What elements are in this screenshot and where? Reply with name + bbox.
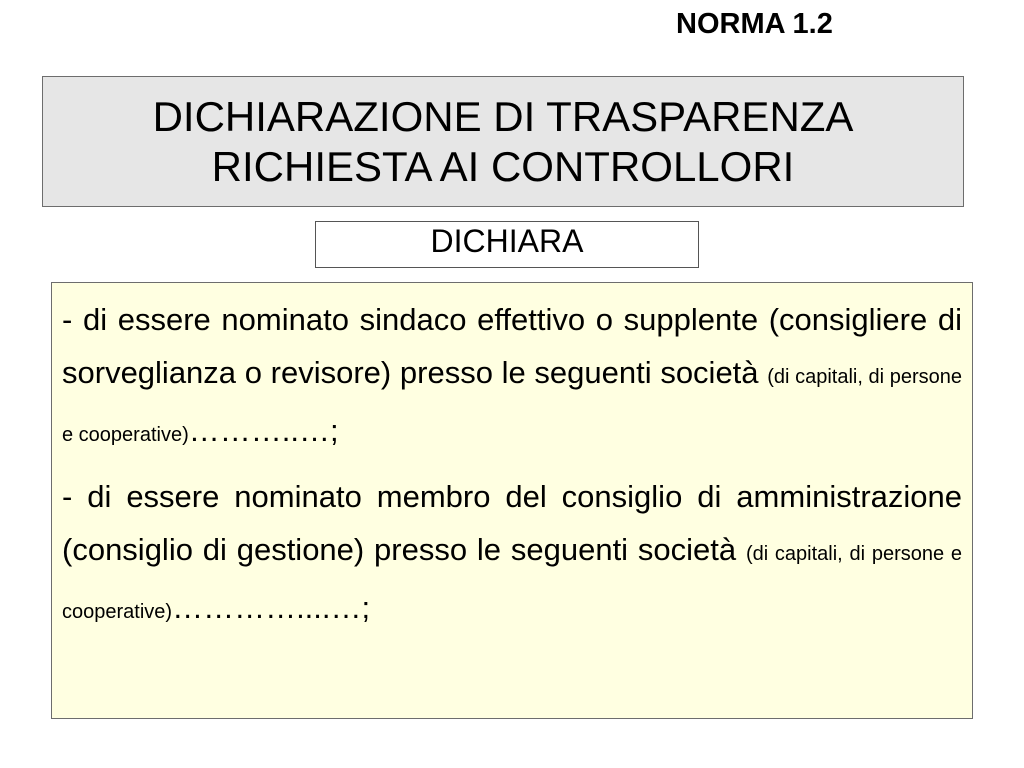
title-banner	[42, 76, 964, 207]
declaration-item-tail: …………....…;	[172, 590, 371, 625]
declaration-item-sindaco	[62, 293, 962, 462]
declaration-item-text: - di essere nominato membro del consiglio di amministrazione (consiglio di gestione) presso le seguenti società	[62, 479, 962, 567]
title-line-2: RICHIESTA AI CONTROLLORI	[211, 142, 795, 190]
declaration-item-note: (di capitali, di persone e cooperative)	[62, 366, 962, 446]
dichiara-heading: DICHIARA	[315, 221, 699, 268]
title-line-1: DICHIARAZIONE DI TRASPARENZA	[152, 92, 854, 140]
norma-label: NORMA 1.2	[676, 8, 833, 40]
declaration-item-note: (di capitali, di persone e cooperative)	[62, 543, 962, 623]
declaration-item-amministrazione	[62, 470, 962, 639]
declaration-content	[51, 282, 973, 719]
declaration-item-tail: ………..…;	[188, 413, 339, 448]
declaration-item-text: - di essere nominato sindaco effettivo o supplente (consigliere di sorveglianza o revisore) presso le seguenti società	[62, 302, 962, 390]
